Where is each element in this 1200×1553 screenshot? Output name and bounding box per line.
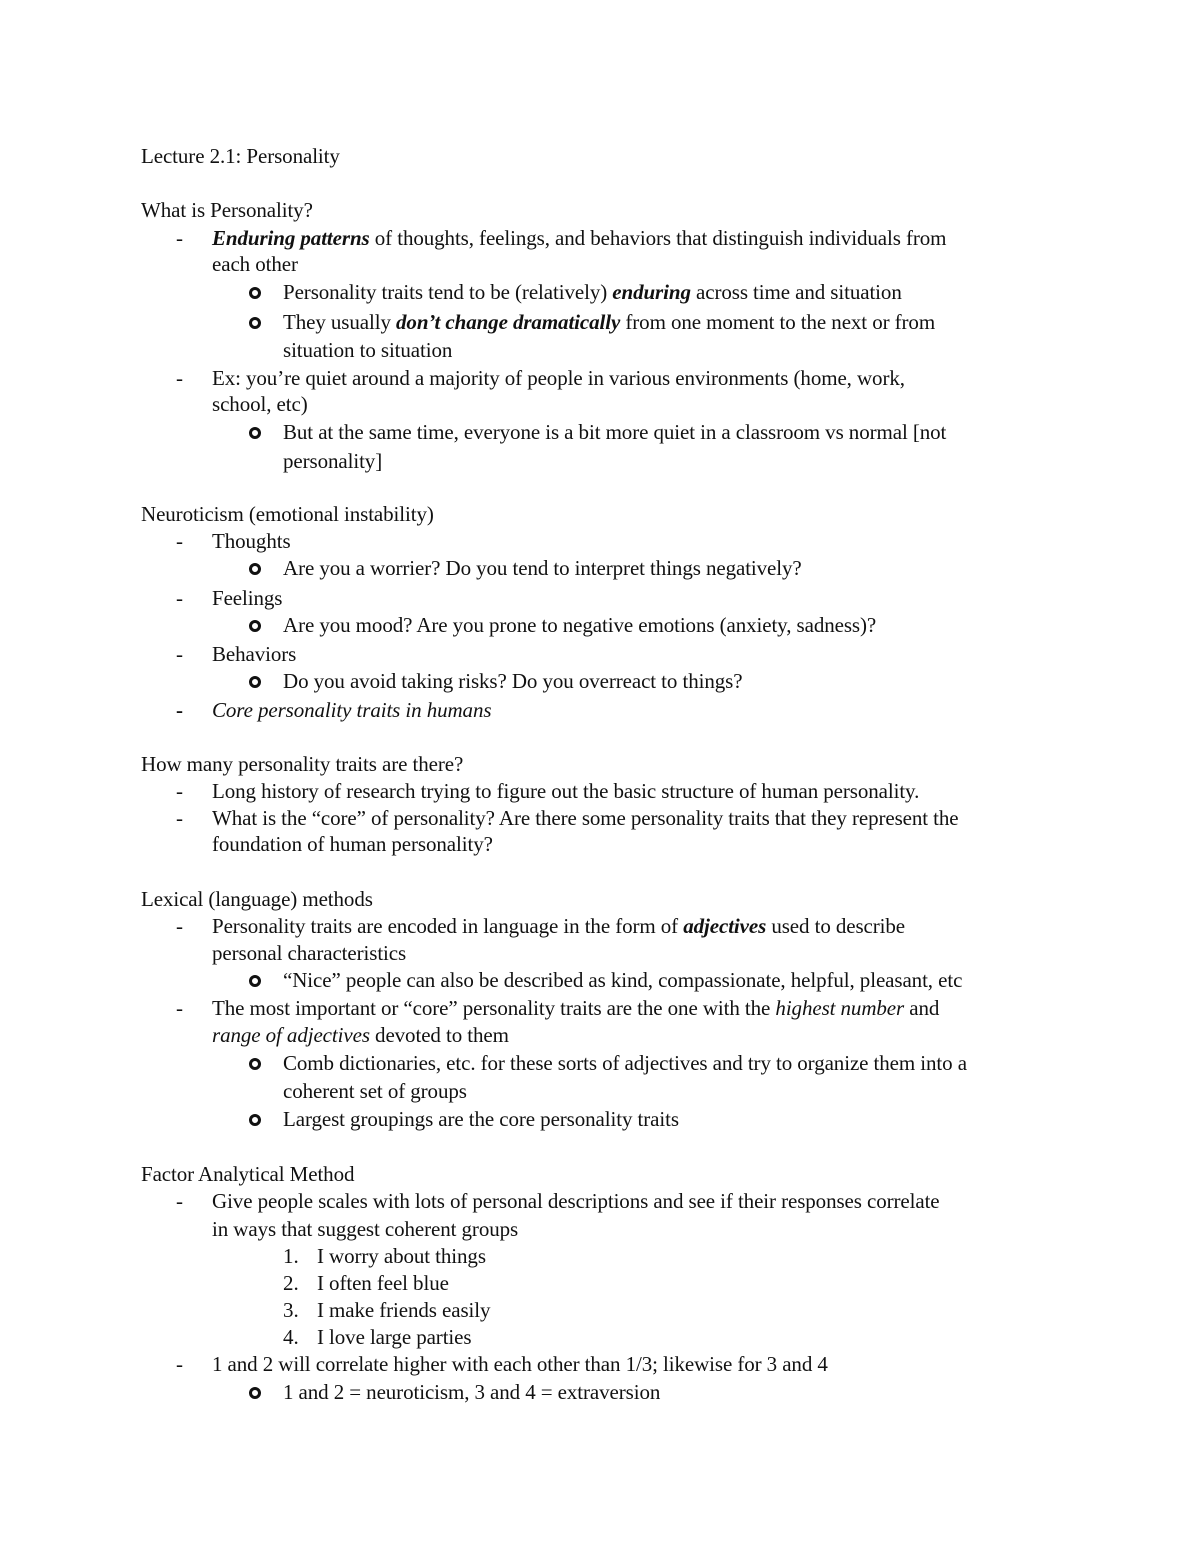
- sub-list-item: “Nice” people can also be described as kind, compassionate, helpful, pleasant, etc: [283, 968, 963, 992]
- list-item: [212, 995, 939, 1022]
- numbered-marker: 4.: [283, 1325, 299, 1349]
- dash-marker: -: [176, 1189, 183, 1213]
- bullet-icon: [248, 1386, 262, 1400]
- bullet-icon: [248, 974, 262, 988]
- section-heading: How many personality traits are there?: [141, 752, 464, 776]
- emphasis-text: range of adjectives: [212, 1023, 370, 1047]
- list-item: Core personality traits in humans: [212, 698, 492, 722]
- list-item: Give people scales with lots of personal descriptions and see if their responses correlate: [212, 1189, 940, 1213]
- numbered-item: I worry about things: [317, 1244, 486, 1268]
- bullet-icon: [248, 316, 262, 330]
- sub-list-item-continuation: personality]: [283, 449, 383, 473]
- emphasis-text: Enduring patterns: [212, 226, 370, 250]
- sub-list-item: Comb dictionaries, etc. for these sorts of adjectives and try to organize them into a: [283, 1051, 967, 1075]
- section-heading: Factor Analytical Method: [141, 1162, 355, 1186]
- dash-marker: -: [176, 1352, 183, 1376]
- sub-list-item: 1 and 2 = neuroticism, 3 and 4 = extraversion: [283, 1380, 661, 1404]
- list-item: Behaviors: [212, 642, 297, 666]
- body-text: devoted to them: [369, 1023, 509, 1047]
- list-item: Thoughts: [212, 529, 291, 553]
- numbered-marker: 3.: [283, 1298, 299, 1322]
- list-item: What is the “core” of personality? Are there some personality traits that they represent the: [212, 806, 959, 830]
- emphasis-text: don’t change dramatically: [396, 310, 621, 334]
- dash-marker: -: [176, 914, 183, 938]
- dash-marker: -: [176, 226, 183, 250]
- numbered-item: I love large parties: [317, 1325, 472, 1349]
- bullet-icon: [248, 675, 262, 689]
- body-text: They usually: [283, 310, 397, 334]
- dash-marker: -: [176, 586, 183, 610]
- dash-marker: -: [176, 698, 183, 722]
- page-title: Lecture 2.1: Personality: [141, 144, 340, 168]
- section-heading: What is Personality?: [141, 198, 313, 222]
- sub-list-item: But at the same time, everyone is a bit more quiet in a classroom vs normal [not: [283, 420, 947, 444]
- section-heading: Neuroticism (emotional instability): [141, 502, 434, 526]
- dash-marker: -: [176, 806, 183, 830]
- body-text: of thoughts, feelings, and behaviors that distinguish individuals from: [369, 226, 947, 250]
- list-item: Long history of research trying to figure out the basic structure of human personality.: [212, 779, 920, 803]
- dash-marker: -: [176, 779, 183, 803]
- emphasis-text: highest number: [775, 996, 905, 1020]
- body-text: The most important or “core” personality traits are the one with the: [212, 996, 776, 1020]
- sub-list-item: Do you avoid taking risks? Do you overreact to things?: [283, 669, 743, 693]
- bullet-icon: [248, 1113, 262, 1127]
- sub-list-item: Largest groupings are the core personality traits: [283, 1107, 679, 1131]
- emphasis-text: enduring: [612, 280, 691, 304]
- bullet-icon: [248, 619, 262, 633]
- section-heading: Lexical (language) methods: [141, 887, 373, 911]
- sub-list-item-continuation: coherent set of groups: [283, 1079, 467, 1103]
- list-item: Ex: you’re quiet around a majority of people in various environments (home, work,: [212, 366, 905, 390]
- numbered-marker: 1.: [283, 1244, 299, 1268]
- dash-marker: -: [176, 529, 183, 553]
- dash-marker: -: [176, 366, 183, 390]
- list-item-continuation: in ways that suggest coherent groups: [212, 1217, 519, 1241]
- list-item: [212, 913, 905, 940]
- list-item-continuation: [212, 1022, 509, 1049]
- list-item: 1 and 2 will correlate higher with each other than 1/3; likewise for 3 and 4: [212, 1352, 828, 1376]
- sub-list-item: Are you a worrier? Do you tend to interpret things negatively?: [283, 556, 802, 580]
- body-text: Personality traits tend to be (relatively): [283, 280, 613, 304]
- sub-list-item: [283, 279, 902, 306]
- list-item-continuation: each other: [212, 252, 298, 276]
- bullet-icon: [248, 1057, 262, 1071]
- bullet-icon: [248, 426, 262, 440]
- numbered-item: I make friends easily: [317, 1298, 491, 1322]
- body-text: from one moment to the next or from: [620, 310, 936, 334]
- body-text: and: [904, 996, 940, 1020]
- emphasis-text: adjectives: [683, 914, 767, 938]
- sub-list-item: Are you mood? Are you prone to negative emotions (anxiety, sadness)?: [283, 613, 877, 637]
- list-item-continuation: personal characteristics: [212, 941, 407, 965]
- bullet-icon: [248, 286, 262, 300]
- dash-marker: -: [176, 996, 183, 1020]
- body-text: Personality traits are encoded in language in the form of: [212, 914, 684, 938]
- numbered-marker: 2.: [283, 1271, 299, 1295]
- sub-list-item-continuation: situation to situation: [283, 338, 453, 362]
- list-item-continuation: foundation of human personality?: [212, 832, 493, 856]
- body-text: used to describe: [766, 914, 906, 938]
- body-text: across time and situation: [690, 280, 902, 304]
- list-item: [212, 225, 946, 252]
- list-item-continuation: school, etc): [212, 392, 308, 416]
- bullet-icon: [248, 562, 262, 576]
- numbered-item: I often feel blue: [317, 1271, 449, 1295]
- sub-list-item: [283, 309, 935, 336]
- dash-marker: -: [176, 642, 183, 666]
- list-item: Feelings: [212, 586, 283, 610]
